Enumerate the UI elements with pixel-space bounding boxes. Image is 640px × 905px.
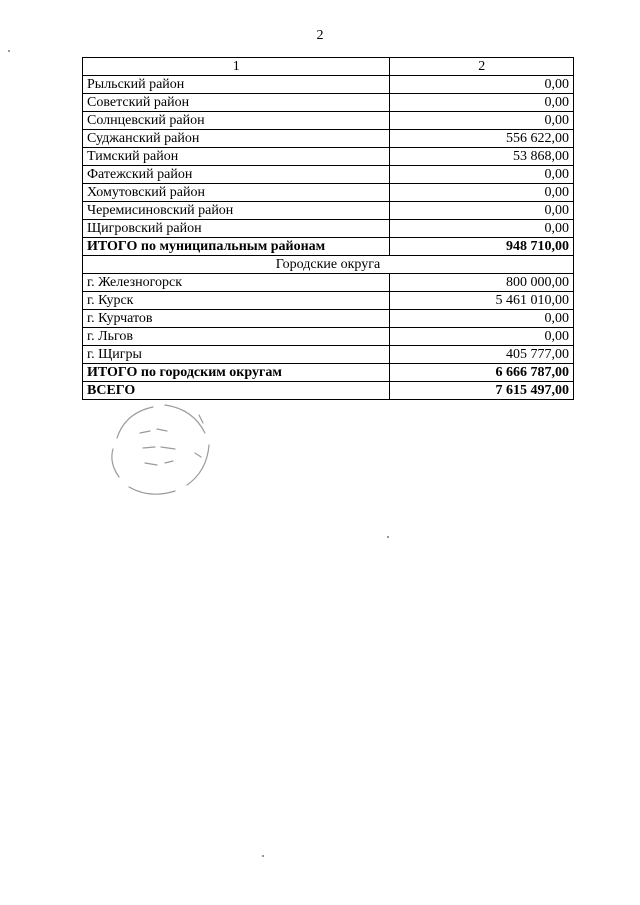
total-districts-row: [83, 238, 574, 256]
grand-total-value: 7 615 497,00: [390, 382, 574, 400]
row-name: Фатежский район: [83, 166, 390, 184]
total-districts-value: 948 710,00: [390, 238, 574, 256]
row-value: 0,00: [390, 166, 574, 184]
table-row: [83, 112, 574, 130]
total-cities-row: [83, 364, 574, 382]
section-title-city-districts: Городские округа: [83, 256, 574, 274]
row-name: г. Льгов: [83, 328, 390, 346]
row-name: Щигровский район: [83, 220, 390, 238]
table-row: [83, 202, 574, 220]
row-value: 556 622,00: [390, 130, 574, 148]
row-name: Солнцевский район: [83, 112, 390, 130]
table-header-row: [83, 58, 574, 76]
total-districts-label: ИТОГО по муниципальным районам: [83, 238, 390, 256]
row-name: Суджанский район: [83, 130, 390, 148]
row-name: Хомутовский район: [83, 184, 390, 202]
table-row: [83, 292, 574, 310]
scan-speck: [8, 50, 10, 52]
scan-speck: [262, 855, 264, 857]
row-value: 0,00: [390, 220, 574, 238]
row-value: 0,00: [390, 112, 574, 130]
row-value: 800 000,00: [390, 274, 574, 292]
row-name: г. Железногорск: [83, 274, 390, 292]
row-value: 0,00: [390, 76, 574, 94]
table-row: [83, 76, 574, 94]
table-row: [83, 346, 574, 364]
column-header-2: 2: [390, 58, 574, 76]
row-name: Черемисиновский район: [83, 202, 390, 220]
table-row: [83, 148, 574, 166]
table-row: [83, 166, 574, 184]
row-value: 0,00: [390, 184, 574, 202]
column-header-1: 1: [83, 58, 390, 76]
row-name: г. Курчатов: [83, 310, 390, 328]
scan-speck: [387, 536, 389, 538]
row-name: Рыльский район: [83, 76, 390, 94]
row-value: 53 868,00: [390, 148, 574, 166]
budget-table: [82, 57, 574, 400]
table-row: [83, 220, 574, 238]
row-name: г. Щигры: [83, 346, 390, 364]
total-cities-label: ИТОГО по городским округам: [83, 364, 390, 382]
table-row: [83, 184, 574, 202]
row-name: Советский район: [83, 94, 390, 112]
row-value: 5 461 010,00: [390, 292, 574, 310]
table-row: [83, 130, 574, 148]
page-number: 2: [316, 28, 324, 43]
row-value: 0,00: [390, 202, 574, 220]
row-value: 0,00: [390, 328, 574, 346]
table-row: [83, 274, 574, 292]
row-name: Тимский район: [83, 148, 390, 166]
row-name: г. Курск: [83, 292, 390, 310]
faded-seal-icon: [95, 393, 225, 503]
total-cities-value: 6 666 787,00: [390, 364, 574, 382]
row-value: 405 777,00: [390, 346, 574, 364]
table-row: [83, 310, 574, 328]
row-value: 0,00: [390, 94, 574, 112]
grand-total-label: ВСЕГО: [83, 382, 390, 400]
section-row: [83, 256, 574, 274]
table-row: [83, 94, 574, 112]
row-value: 0,00: [390, 310, 574, 328]
table-row: [83, 328, 574, 346]
